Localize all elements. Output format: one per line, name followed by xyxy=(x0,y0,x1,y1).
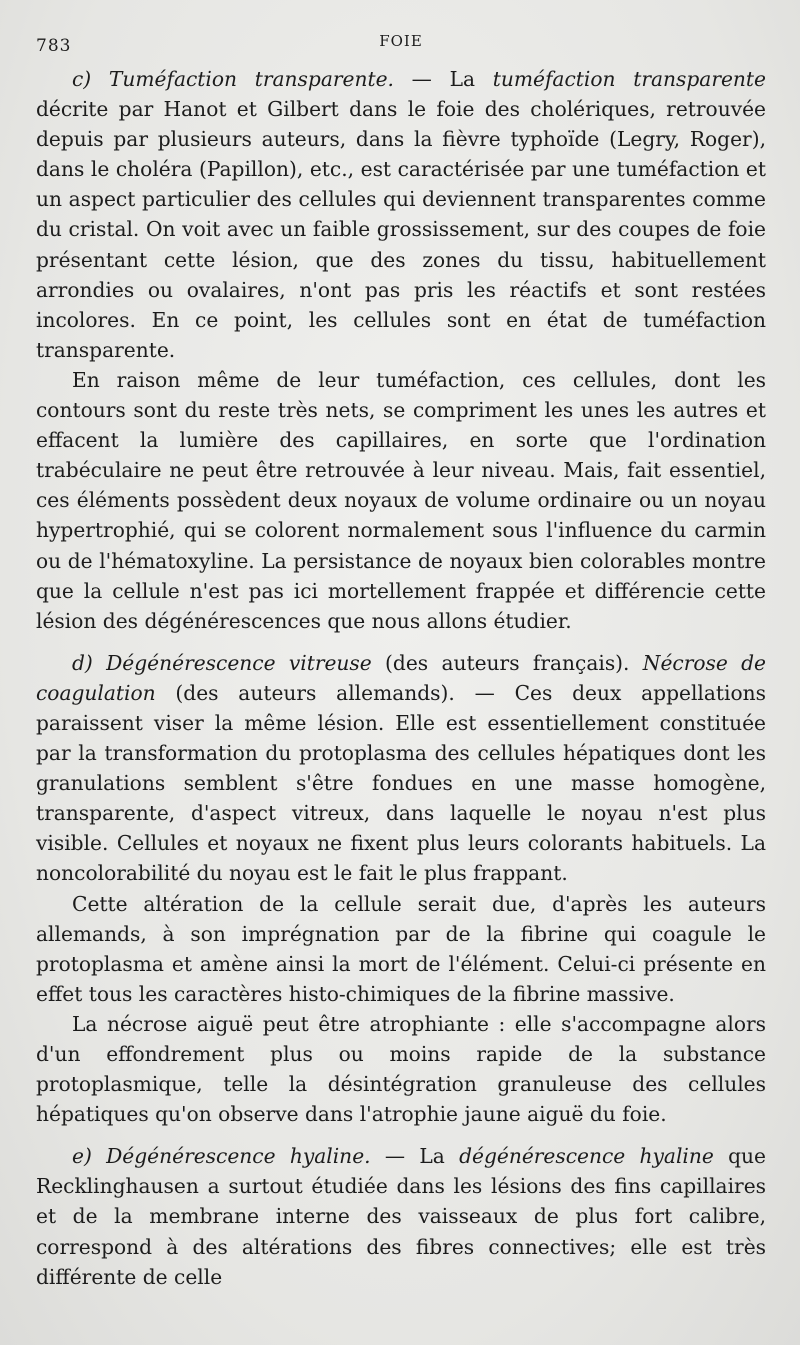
section-c-text: décrite par Hanot et Gilbert dans le foie des cholériques, retrouvée depuis par plusieurs auteurs, dans la fièvre typhoïde (Legry, Roger), dans le choléra (Papillon), etc., est caractérisée par une tuméfaction et un aspect particulier des cellules qui deviennent transparentes comme du cristal. On voit avec un faible grossissement, sur des coupes de foie présentant cette lésion, que des zones du tissu, habituellement arrondies ou ovalaires, n'ont pas pris les réactifs et sont restées incolores. En ce point, les cellules sont en état de tuméfaction transparente. xyxy=(36,97,766,362)
section-e-paragraph-1 xyxy=(36,1141,766,1291)
section-e-term: dégénérescence hyaline xyxy=(459,1144,714,1169)
body-text xyxy=(36,64,766,1292)
section-e-text: que Recklinghausen a surtout étudiée dans les lésions des fins capillaires et de la membrane interne des vaisseaux de plus fort calibre, correspond à des altérations des fibres connectives; elle est très différente de celle xyxy=(36,1144,766,1289)
section-d-paragraph-2: Cette altération de la cellule serait due, d'après les auteurs allemands, à son imprégnation par de la fibrine qui coagule le protoplasma et amène ainsi la mort de l'élément. Celui-ci présente en effet tous les caractères histo-chimiques de la fibrine massive. xyxy=(36,891,766,1006)
page-header xyxy=(36,30,766,64)
section-c-term: tuméfaction transparente xyxy=(492,67,766,91)
section-c-title: Tuméfaction transparente. xyxy=(108,67,394,91)
page-number: 783 xyxy=(36,36,72,56)
section-d-title: Dégénérescence vitreuse xyxy=(106,650,372,675)
section-c-paragraph-1 xyxy=(36,64,766,365)
section-d-mid: (des auteurs français). xyxy=(371,650,643,675)
section-d-label: d) xyxy=(72,650,93,675)
section-d-paragraph-1 xyxy=(36,648,766,889)
section-e-dash: — La xyxy=(370,1144,460,1169)
section-d-text: (des auteurs allemands). — Ces deux appellations paraissent viser la même lésion. Elle est essentiellement constituée par la transformation du protoplasma des cellules hépatiques dont les granulations semblent s'être fondues en une masse homogène, transparente, d'aspect vitreux, dans laquelle le noyau n'est plus visible. Cellules et noyaux ne fixent plus leurs colorants habituels. La noncolorabilité du noyau est le fait le plus frappant. xyxy=(36,680,766,886)
section-c-label: c) xyxy=(72,67,92,91)
section-d-title-2: Nécrose de coagulation xyxy=(36,650,766,705)
section-c-paragraph-2: En raison même de leur tuméfaction, ces cellules, dont les contours sont du reste très nets, se compriment les unes les autres et effacent la lumière des capillaires, en sorte que l'ordination trabéculaire ne peut être retrouvée à leur niveau. Mais, fait essentiel, ces éléments possèdent deux noyaux de volume ordinaire ou un noyau hypertrophié, qui se colorent normalement sous l'influence du carmin ou de l'hématoxyline. La persistance de noyaux bien colorables montre que la cellule n'est pas ici mortellement frappée et différencie cette lésion des dégénérescences que nous allons étudier. xyxy=(36,367,766,633)
section-d-paragraph-3: La nécrose aiguë peut être atrophiante : elle s'accompagne alors d'un effondrement plus ou moins rapide de la substance protoplasmique, telle la désintégration granuleuse des cellules hépatiques qu'on observe dans l'atrophie jaune aiguë du foie. xyxy=(36,1011,766,1127)
section-e-label: e) xyxy=(72,1144,92,1169)
section-c-dash: — La xyxy=(393,67,493,91)
running-head: FOIE xyxy=(379,32,423,50)
section-e-title: Dégénérescence hyaline. xyxy=(106,1144,371,1169)
